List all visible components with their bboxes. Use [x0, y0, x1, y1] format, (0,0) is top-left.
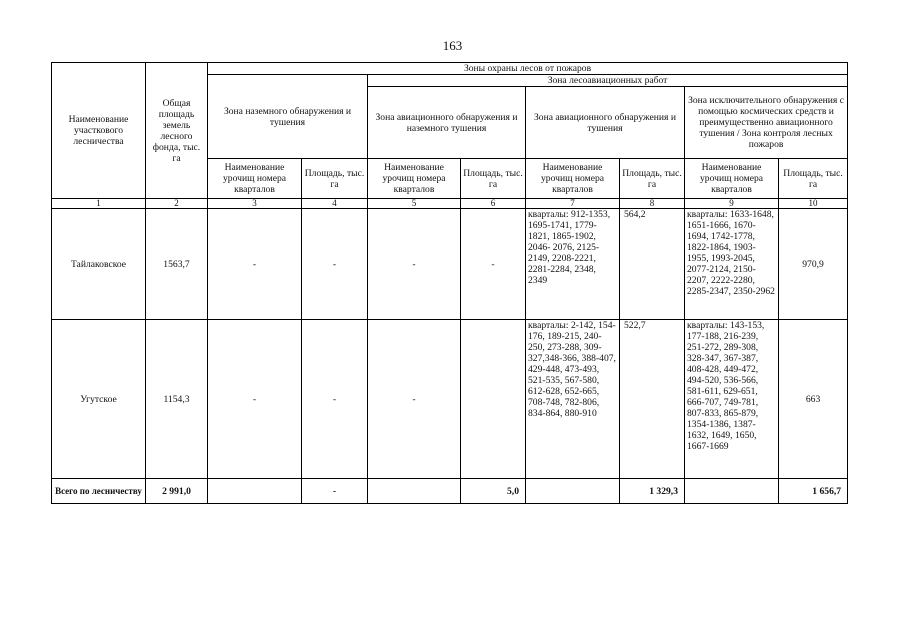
subheader-area-6: Площадь, тыс. га [461, 159, 526, 199]
header-forestry-name: Наименование участкового лесничества [52, 63, 146, 199]
cell-c5: - [368, 209, 461, 320]
column-number: 10 [779, 199, 848, 209]
cell-c5: - [368, 320, 461, 479]
total-c10: 1 656,7 [779, 479, 848, 504]
total-c4: - [302, 479, 368, 504]
column-number: 9 [685, 199, 779, 209]
table-row [52, 320, 848, 479]
quarters-list-avia: кварталы: 2-142, 154-176, 189-215, 240-250, 273-288, 309-327,348-366, 388-407, 429-448, 473-493, 521-535, 567-580, 612-628, 652-665, 708-748, 782-806, 834-864, 880-910 [526, 320, 620, 479]
subheader-name-5: Наименование урочищ номера кварталов [368, 159, 461, 199]
page-number: 163 [442, 38, 463, 53]
total-row [52, 479, 848, 504]
subheader-name-3: Наименование урочищ номера кварталов [208, 159, 302, 199]
column-number: 6 [461, 199, 526, 209]
column-number: 4 [302, 199, 368, 209]
area-avia: 564,2 [620, 209, 685, 320]
total-c6: 5,0 [461, 479, 526, 504]
subheader-name-9: Наименование урочищ номера кварталов [685, 159, 779, 199]
cell-c6 [461, 320, 526, 479]
area-avia: 522,7 [620, 320, 685, 479]
header-avia-works-zone: Зона лесоавиационных работ [368, 75, 848, 87]
column-number: 2 [146, 199, 208, 209]
subheader-area-10: Площадь, тыс. га [779, 159, 848, 199]
header-total-area: Общая площадь земель лесного фонда, тыс. га [146, 63, 208, 199]
cell-c6: - [461, 209, 526, 320]
header-avia-ground-zone: Зона авиационного обнаружения и наземного тушения [368, 87, 526, 159]
column-number: 3 [208, 199, 302, 209]
total-c8: 1 329,3 [620, 479, 685, 504]
table-row [52, 209, 848, 320]
column-number: 1 [52, 199, 146, 209]
header-row-1 [52, 63, 848, 75]
total-area: 2 991,0 [146, 479, 208, 504]
forestry-total-area: 1154,3 [146, 320, 208, 479]
forestry-name: Угутское [52, 320, 146, 479]
area-space: 970,9 [779, 209, 848, 320]
total-c5 [368, 479, 461, 504]
header-space-zone: Зона исключительного обнаружения с помощью космических средств и преимущественно авиационного тушения / Зона контроля лесных пожаров [685, 87, 848, 159]
forestry-total-area: 1563,7 [146, 209, 208, 320]
forestry-name: Тайлаковское [52, 209, 146, 320]
total-label: Всего по лесничеству [52, 479, 146, 504]
area-space: 663 [779, 320, 848, 479]
column-number-row [52, 199, 848, 209]
subheader-name-7: Наименование урочищ номера кварталов [526, 159, 620, 199]
total-c3 [208, 479, 302, 504]
subheader-area-4: Площадь, тыс. га [302, 159, 368, 199]
column-number: 5 [368, 199, 461, 209]
cell-c3: - [208, 320, 302, 479]
column-number: 8 [620, 199, 685, 209]
header-ground-zone: Зона наземного обнаружения и тушения [208, 75, 368, 159]
total-c7 [526, 479, 620, 504]
header-fire-protection-zones: Зоны охраны лесов от пожаров [208, 63, 848, 75]
cell-c4: - [302, 320, 368, 479]
quarters-list-avia: кварталы: 912-1353, 1695-1741, 1779-1821, 1865-1902, 2046- 2076, 2125-2149, 2208-2221, 2281-2284, 2348, 2349 [526, 209, 620, 320]
cell-c3: - [208, 209, 302, 320]
quarters-list-space: кварталы: 1633-1648, 1651-1666, 1670-1694, 1742-1778, 1822-1864, 1903-1955, 1993-2045, 2077-2124, 2150-2207, 2222-2280, 2285-2347, 2350-2962 [685, 209, 779, 320]
subheader-area-8: Площадь, тыс. га [620, 159, 685, 199]
header-avia-zone: Зона авиационного обнаружения и тушения [526, 87, 685, 159]
quarters-list-space: кварталы: 143-153, 177-188, 216-239, 251-272, 289-308, 328-347, 367-387, 408-428, 449-472, 494-520, 536-566, 581-611, 629-651, 666-707, 749-781, 807-833, 865-879, 1354-1386, 1387-1632, 1649, 1650, 1667-1669 [685, 320, 779, 479]
cell-c4: - [302, 209, 368, 320]
total-c9 [685, 479, 779, 504]
column-number: 7 [526, 199, 620, 209]
forest-fire-zones-table [51, 62, 848, 504]
